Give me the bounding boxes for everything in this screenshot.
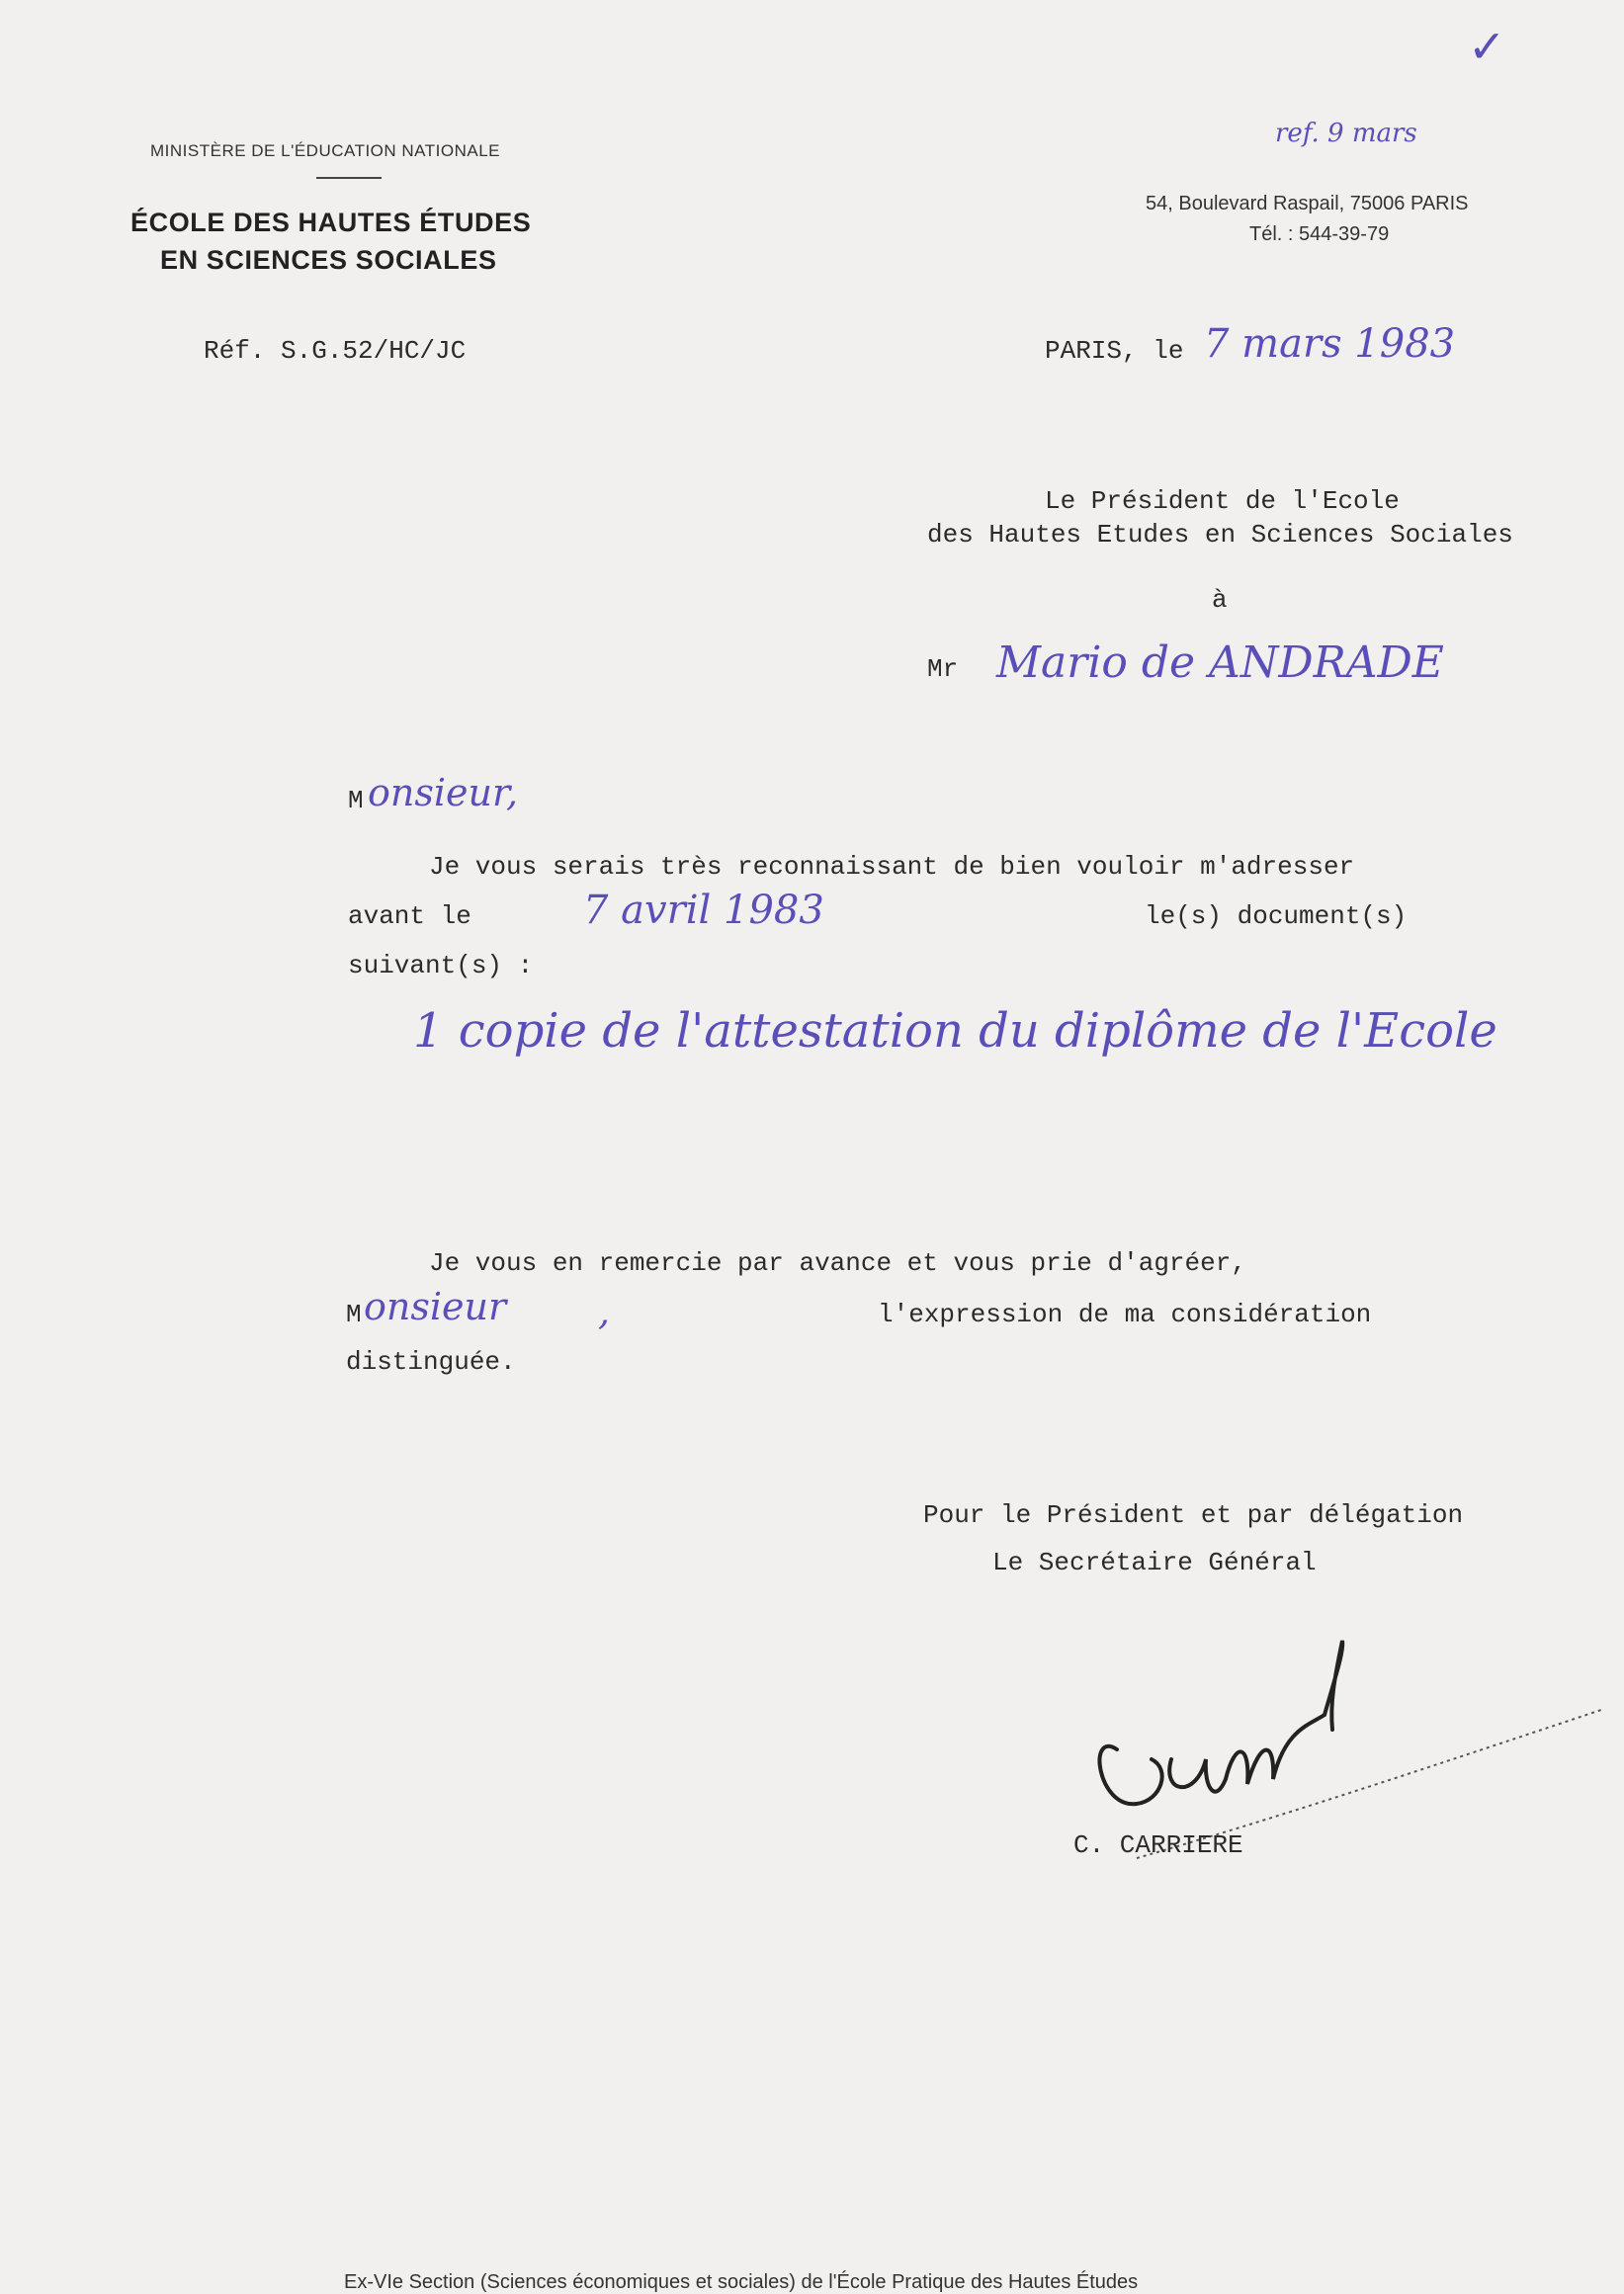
to-word: à (1212, 585, 1228, 615)
closing-line1: Je vous en remercie par avance et vous prie d'agréer, (429, 1248, 1246, 1278)
salutation-handwritten: onsieur, (368, 771, 519, 814)
closing-line3: distinguée. (346, 1347, 516, 1377)
check-mark-annotation: ✓ (1468, 20, 1506, 73)
school-name-line1: ÉCOLE DES HAUTES ÉTUDES (130, 208, 532, 237)
sender-line1: Le Président de l'Ecole (1045, 486, 1400, 516)
body-line2-prefix: avant le (348, 901, 471, 931)
closing-comma-handwritten: , (598, 1290, 611, 1333)
heading-divider (316, 177, 382, 179)
signatory-name: C. CARRIERE (1073, 1830, 1243, 1860)
sender-line2: des Hautes Etudes en Sciences Sociales (927, 520, 1513, 550)
school-address: 54, Boulevard Raspail, 75006 PARIS (1146, 193, 1469, 214)
body-line3: suivant(s) : (348, 951, 534, 980)
footer-note: Ex-VIe Section (Sciences économiques et sociales) de l'École Pratique des Hautes Études (344, 2271, 1139, 2293)
reference-number: Réf. S.G.52/HC/JC (204, 336, 467, 366)
dateline-prefix: PARIS, le (1045, 336, 1184, 366)
closing-line2-suffix: l'expression de ma considération (878, 1300, 1372, 1329)
signature-block-line1: Pour le Président et par délégation (923, 1500, 1464, 1530)
recipient-prefix: Mr (927, 654, 959, 684)
signature-block-line2: Le Secrétaire Général (992, 1548, 1317, 1577)
recipient-name: Mario de ANDRADE (996, 637, 1444, 688)
body-line2-suffix: le(s) document(s) (1145, 901, 1408, 931)
dateline-date: 7 mars 1983 (1204, 321, 1456, 367)
ministry-heading: MINISTÈRE DE L'ÉDUCATION NATIONALE (150, 141, 500, 160)
requested-document: 1 copie de l'attestation du diplôme de l'Ecole (413, 1003, 1497, 1059)
closing-m-handwritten: onsieur (364, 1285, 507, 1328)
school-name-line2: EN SCIENCES SOCIALES (160, 245, 497, 275)
reference-annotation: ref. 9 mars (1275, 119, 1417, 148)
due-date: 7 avril 1983 (583, 888, 824, 933)
body-line1: Je vous serais très reconnaissant de bien vouloir m'adresser (429, 852, 1355, 882)
closing-m-typed: M (346, 1300, 362, 1329)
salutation-typed: M (348, 786, 364, 815)
school-phone: Tél. : 544-39-79 (1249, 223, 1390, 245)
